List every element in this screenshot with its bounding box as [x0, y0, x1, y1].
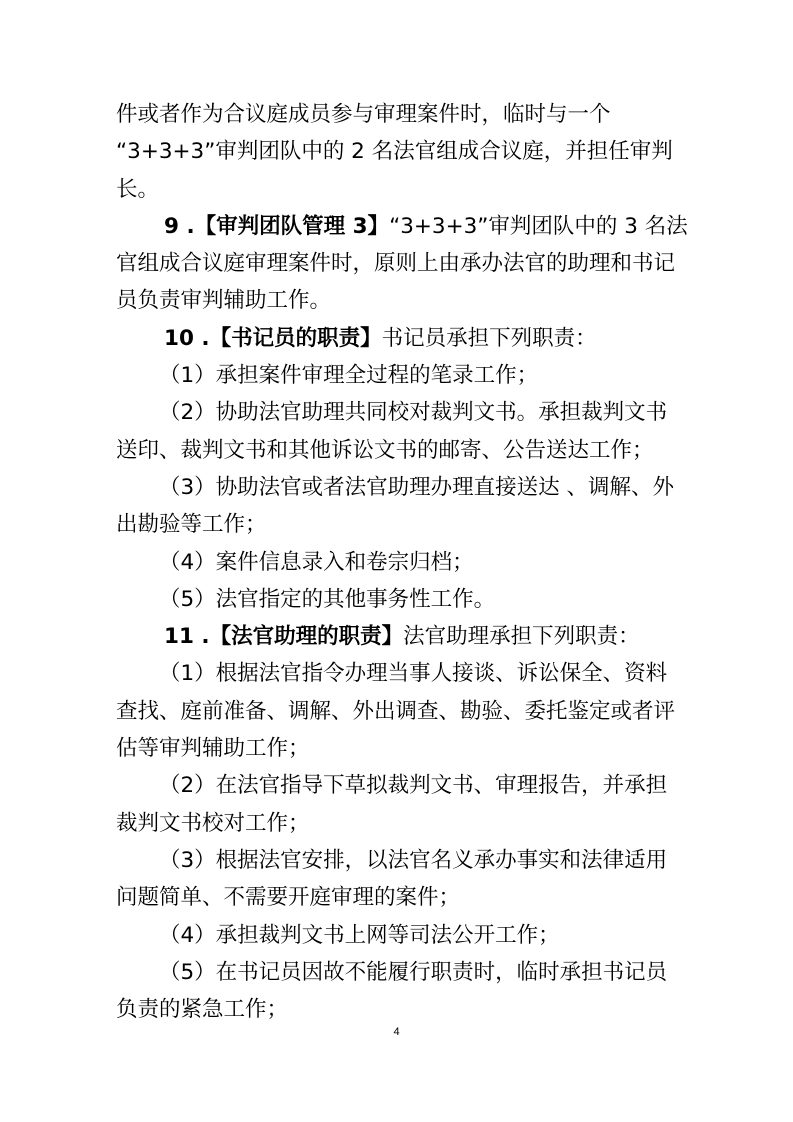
article-9-heading-line	[116, 208, 688, 245]
list-item: （4）案件信息录入和卷宗归档；	[159, 549, 474, 575]
list-item: （4）承担裁判文书上网等司法公开工作；	[159, 922, 560, 948]
page-number: 4	[393, 1026, 400, 1038]
text-line: 负责的紧急工作；	[116, 997, 289, 1023]
article-heading: 10 .【书记员的职责】	[164, 325, 382, 351]
text-line: 送印、裁判文书和其他诉讼文书的邮寄、公告送达工作；	[116, 437, 654, 463]
text-line: 问题简单、不需要开庭审理的案件；	[116, 885, 461, 911]
document-body	[116, 96, 688, 1028]
article-11-heading-line	[116, 618, 682, 655]
list-item: （5）在书记员因故不能履行职责时，临时承担书记员	[159, 959, 668, 985]
text-line: 长。	[116, 176, 160, 202]
text-line: 件或者作为合议庭成员参与审理案件时，临时与一个	[116, 102, 611, 127]
list-item: （2）在法官指导下草拟裁判文书、审理报告，并承担	[159, 773, 668, 799]
text-line: 员负责审判辅助工作。	[116, 288, 332, 314]
text-line: “3+3+3”审判团队中的 2 名法官组成合议庭，并担任审判	[116, 139, 673, 165]
article-heading: 11 .【法官助理的职责】	[164, 624, 404, 650]
article-text: “3+3+3”审判团队中的 3 名法	[389, 213, 688, 239]
list-item: （3）根据法官安排，以法官名义承办事实和法律适用	[159, 847, 668, 873]
list-item: （5）法官指定的其他事务性工作。	[159, 586, 496, 612]
text-line: 裁判文书校对工作；	[116, 810, 310, 836]
list-item: （3）协助法官或者法官助理办理直接送达 、调解、外	[159, 474, 675, 500]
article-text: 书记员承担下列职责：	[381, 325, 597, 351]
article-text: 法官助理承担下列职责：	[403, 624, 640, 650]
text-line: 估等审判辅助工作；	[116, 736, 310, 762]
text-line: 官组成合议庭审理案件时，原则上由承办法官的助理和书记	[116, 251, 676, 277]
list-item: （2）协助法官助理共同校对裁判文书。承担裁判文书	[159, 400, 668, 426]
text-line: 查找、庭前准备、调解、外出调查、勘验、委托鉴定或者评	[116, 698, 676, 724]
article-heading: 9 .【审判团队管理 3】	[164, 213, 390, 239]
list-item: （1）根据法官指令办理当事人接谈、诉讼保全、资料	[159, 661, 668, 687]
list-item: （1）承担案件审理全过程的笔录工作；	[159, 363, 539, 389]
text-line: 出勘验等工作；	[116, 512, 267, 538]
article-10-heading-line	[116, 320, 682, 357]
